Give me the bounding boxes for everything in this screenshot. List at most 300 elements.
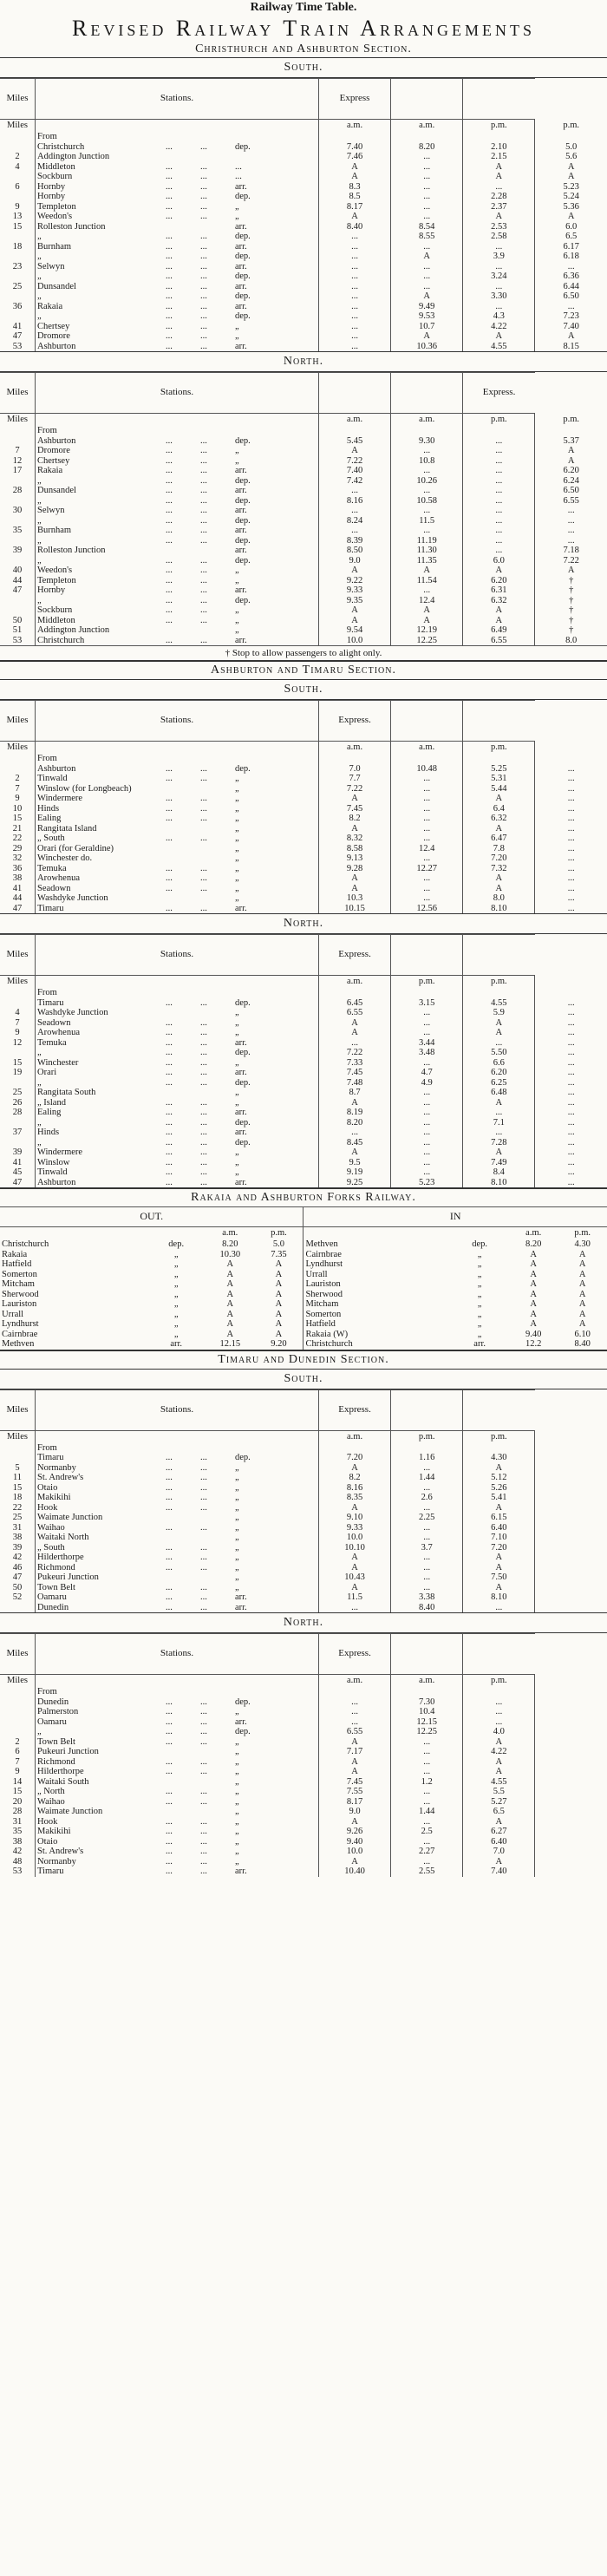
station-action: dep. — [235, 1727, 251, 1736]
time-cell: ... — [463, 262, 535, 272]
table-row — [0, 1279, 607, 1290]
time-cell: 6.47 — [463, 834, 535, 844]
station-filler: ... — [200, 506, 207, 515]
meridian-cell: a.m. — [525, 1228, 542, 1239]
station-action — [235, 1687, 278, 1697]
meridian-cell: p.m. — [391, 1430, 463, 1443]
time-cell: A — [463, 212, 535, 222]
station-filler: ... — [166, 331, 173, 341]
station-name: From — [37, 1442, 57, 1453]
station-filler: ... — [166, 232, 173, 241]
table-row — [0, 1158, 607, 1168]
station-filler: ... — [166, 1582, 173, 1592]
station-filler: ... — [166, 774, 173, 783]
station-filler: ... — [166, 466, 173, 475]
time-cell: ... — [463, 456, 535, 467]
time-cell — [535, 1837, 607, 1847]
station-cell — [36, 142, 319, 153]
time-cell: 9.40 — [319, 1837, 391, 1847]
time-cell — [391, 1443, 463, 1454]
station-name: „ South — [37, 834, 65, 843]
station-filler — [200, 1777, 235, 1788]
station-cell — [36, 1563, 319, 1573]
station-filler: ... — [200, 435, 207, 446]
station-line — [37, 804, 317, 814]
time-cell — [535, 1867, 607, 1877]
station-cell — [36, 496, 319, 507]
station-action — [235, 132, 278, 142]
time-cell: 7.22 — [319, 1048, 391, 1058]
station-action: dep. — [235, 535, 251, 546]
section-title: Timaru and Dunedin Section. — [0, 1350, 607, 1369]
time-cell — [319, 988, 391, 998]
table-row — [0, 302, 607, 312]
station-filler: ... — [166, 495, 173, 506]
station-line — [37, 436, 317, 447]
station-line — [37, 1697, 317, 1708]
time-cell: 1.2 — [391, 1777, 463, 1788]
time-cell: 6.25 — [463, 1078, 535, 1089]
time-cell: 12.27 — [391, 864, 463, 874]
station-name: St. Andrew's — [37, 1473, 84, 1482]
time-cell: ... — [463, 1697, 535, 1708]
table-row — [0, 904, 607, 914]
station-filler: ... — [200, 1108, 207, 1117]
time-cell: 8.40 — [574, 1339, 591, 1349]
station-name: Rolleston Junction — [37, 221, 106, 232]
banner-heading: Revised Railway Train Arrangements — [72, 16, 535, 41]
time-cell — [535, 1563, 607, 1573]
time-cell — [319, 754, 391, 764]
time-cell: ... — [391, 212, 463, 222]
miles-cell: 15 — [0, 1483, 36, 1494]
time-cell: 6.0 — [565, 221, 578, 232]
time-cell: ... — [463, 516, 535, 526]
station-filler: ... — [200, 615, 207, 625]
station-name: Ashburton — [37, 435, 76, 446]
time-cell — [535, 1463, 607, 1474]
time-cell: 6.20 — [463, 1068, 535, 1078]
station-line — [37, 1603, 317, 1613]
station-cell — [36, 526, 319, 536]
station-action: „ — [235, 1542, 239, 1553]
time-cell: A — [254, 1319, 303, 1330]
time-cell: 6.45 — [319, 998, 391, 1009]
station-filler: ... — [166, 341, 173, 351]
station-line — [37, 844, 317, 854]
time-cell — [535, 1707, 607, 1717]
station-filler: ... — [200, 1453, 207, 1462]
time-cell: 3.38 — [391, 1592, 463, 1603]
table-row — [0, 1463, 607, 1474]
station-filler: ... — [166, 201, 173, 212]
time-cell: 6.50 — [563, 291, 579, 301]
station-action: dep. — [235, 495, 251, 506]
time-cell — [535, 1797, 607, 1808]
time-cell: A — [463, 172, 535, 182]
station-action: arr. — [235, 506, 247, 515]
time-cell: A — [463, 1857, 535, 1867]
station-filler: ... — [200, 232, 207, 241]
time-cell — [535, 1747, 607, 1757]
time-cell: A — [226, 1269, 234, 1279]
time-cell: 10.0 — [319, 1847, 391, 1857]
station-filler — [200, 824, 235, 834]
time-cell: 2.5 — [391, 1827, 463, 1837]
station-name: „ — [37, 271, 42, 281]
table-row — [0, 331, 607, 342]
time-cell: 8.50 — [319, 546, 391, 556]
station-action: arr. — [235, 261, 247, 271]
time-cell: 8.20 — [391, 142, 463, 153]
time-cell: „ — [173, 1289, 179, 1299]
station-line — [37, 252, 317, 262]
meridian-cell — [36, 742, 319, 755]
miles-cell: 7 — [0, 1757, 36, 1768]
time-cell: ... — [567, 883, 575, 893]
time-cell: ... — [567, 1097, 575, 1108]
station-action: „ — [235, 1088, 239, 1097]
time-cell — [391, 988, 463, 998]
time-cell: 9.33 — [319, 1523, 391, 1533]
table-row — [0, 1167, 607, 1178]
station-filler: ... — [166, 271, 173, 281]
time-cell: ... — [391, 1128, 463, 1138]
station-name: „ — [37, 535, 42, 546]
station-name: From — [37, 754, 57, 763]
station-cell — [36, 162, 319, 173]
header-cell: Stations. — [36, 701, 319, 742]
miles-cell: 6 — [0, 1747, 36, 1757]
time-cell: ... — [319, 1707, 391, 1717]
time-cell: ... — [463, 436, 535, 447]
page-title: Railway Time Table. — [250, 1, 357, 14]
time-cell: ... — [391, 824, 463, 834]
time-cell: ... — [391, 1583, 463, 1593]
station-line — [37, 1108, 317, 1118]
table-row — [0, 282, 607, 292]
time-cell: 6.40 — [463, 1837, 535, 1847]
station-line — [37, 1592, 317, 1603]
time-cell: 9.0 — [319, 1807, 391, 1817]
time-cell: 6.44 — [563, 281, 579, 291]
time-cell: ... — [391, 1018, 463, 1029]
header-cell — [463, 701, 535, 742]
time-cell: 8.4 — [463, 1167, 535, 1178]
time-cell: A — [391, 331, 463, 342]
station-cell — [36, 202, 319, 212]
meridian-cell — [147, 1227, 206, 1240]
station-cell — [36, 426, 319, 436]
station-filler — [166, 1777, 200, 1788]
miles-cell: 53 — [0, 1867, 36, 1877]
header-cell: Express. — [319, 1634, 391, 1675]
time-cell: A — [226, 1329, 234, 1339]
station-cell — [36, 1167, 319, 1178]
time-cell: A — [463, 873, 535, 884]
time-cell: 4.30 — [574, 1239, 591, 1249]
time-cell — [535, 1787, 607, 1797]
station-filler: ... — [166, 1462, 173, 1473]
station-filler — [200, 132, 235, 142]
meridian-cell: p.m. — [463, 120, 535, 133]
station-filler: ... — [166, 435, 173, 446]
station-name: Oamaru — [37, 1592, 67, 1602]
station-action: „ — [235, 1473, 239, 1482]
time-cell: 7.45 — [319, 804, 391, 814]
time-cell: A — [254, 1299, 303, 1310]
station-action: arr. — [235, 1037, 247, 1048]
station-action: „ — [235, 1533, 239, 1542]
table-row — [0, 625, 607, 636]
station-filler: ... — [200, 555, 207, 566]
station-filler: ... — [166, 883, 173, 893]
station-filler — [200, 625, 235, 636]
station-filler — [166, 844, 200, 854]
time-cell: ... — [567, 997, 575, 1008]
table-row — [0, 764, 607, 775]
time-cell: 6.49 — [463, 625, 535, 636]
direction-heading: South. — [0, 1369, 607, 1389]
station-action: arr. — [235, 221, 247, 232]
station-name: Urrall — [305, 1269, 328, 1279]
station-name: Mitcham — [2, 1279, 35, 1289]
station-name: Winslow — [37, 1157, 70, 1167]
table-row — [0, 1847, 607, 1857]
table-row — [0, 794, 607, 804]
time-cell: A — [530, 1259, 538, 1269]
time-cell: 9.0 — [319, 556, 391, 566]
station-filler: ... — [166, 261, 173, 271]
station-line — [37, 754, 317, 764]
time-cell: A — [319, 1553, 391, 1563]
time-cell: A — [319, 1757, 391, 1768]
table-row — [0, 576, 607, 586]
miles-cell — [0, 476, 36, 487]
header-cell — [391, 935, 463, 976]
station-filler: ... — [200, 1057, 207, 1068]
time-cell: 9.30 — [391, 436, 463, 447]
time-cell: ... — [391, 1837, 463, 1847]
station-action: „ — [235, 774, 239, 783]
station-action: „ — [235, 783, 239, 794]
table-row — [0, 426, 607, 436]
time-cell: A — [463, 1463, 535, 1474]
time-cell: ... — [463, 466, 535, 476]
station-line — [37, 1453, 317, 1463]
time-cell: 9.33 — [319, 585, 391, 596]
station-line — [37, 172, 317, 182]
time-cell: ... — [567, 834, 575, 843]
table-row — [0, 784, 607, 794]
meridian-row — [0, 742, 607, 755]
station-filler: ... — [200, 1017, 207, 1028]
time-cell: 6.6 — [463, 1058, 535, 1069]
station-filler: ... — [200, 566, 207, 575]
station-action: arr. — [235, 1177, 247, 1187]
time-cell: A — [391, 605, 463, 616]
miles-cell — [0, 1707, 36, 1717]
time-cell: A — [578, 1319, 586, 1329]
meridian-cell: Miles — [0, 1675, 36, 1688]
time-cell: 6.31 — [463, 585, 535, 596]
table-row — [0, 605, 607, 616]
station-name: Dunedin — [37, 1697, 69, 1707]
station-filler: ... — [200, 341, 207, 351]
table-row — [0, 1572, 607, 1583]
station-action: arr. — [235, 466, 247, 475]
table-row — [0, 536, 607, 546]
table-row — [0, 182, 607, 193]
miles-cell: 37 — [0, 1128, 36, 1138]
miles-cell: 40 — [0, 566, 36, 576]
time-cell — [463, 988, 535, 998]
station-name: Timaru — [37, 997, 64, 1008]
station-name: „ — [37, 1727, 42, 1736]
time-cell: „ — [477, 1269, 482, 1279]
miles-cell — [0, 132, 36, 142]
time-cell: ... — [567, 763, 575, 774]
time-cell: „ — [477, 1289, 482, 1299]
time-cell: 8.16 — [319, 496, 391, 507]
station-line — [37, 1493, 317, 1503]
station-action: „ — [235, 1502, 239, 1513]
station-action — [235, 988, 278, 998]
time-cell — [535, 132, 607, 142]
time-cell: „ — [173, 1299, 179, 1309]
time-cell: 8.17 — [319, 1797, 391, 1808]
station-name: Cairnbrae — [305, 1249, 342, 1259]
miles-cell — [0, 1453, 36, 1463]
time-cell: A — [226, 1299, 234, 1309]
station-action: dep. — [235, 141, 251, 152]
station-filler: ... — [166, 863, 173, 873]
station-filler: ... — [200, 271, 207, 281]
station-cell — [36, 242, 319, 252]
time-cell: 8.2 — [319, 1473, 391, 1483]
miles-cell: 19 — [0, 1068, 36, 1078]
station-action: „ — [235, 331, 239, 341]
miles-cell — [0, 596, 36, 606]
station-action: „ — [235, 803, 239, 814]
meridian-cell: a.m. — [319, 742, 391, 755]
time-cell: 10.7 — [391, 322, 463, 332]
station-name: Burnham — [37, 526, 72, 535]
table-row — [0, 1543, 607, 1553]
station-line — [37, 1583, 317, 1593]
time-cell — [535, 988, 607, 998]
station-filler: ... — [200, 446, 207, 455]
time-cell: ... — [391, 853, 463, 864]
station-cell — [36, 1128, 319, 1138]
table-row — [0, 1259, 607, 1270]
station-cell — [36, 556, 319, 566]
station-cell — [36, 456, 319, 467]
station-filler — [200, 152, 235, 162]
time-cell: A — [567, 566, 575, 575]
table-row — [0, 1777, 607, 1788]
header-cell: Express. — [319, 701, 391, 742]
miles-cell — [0, 1717, 36, 1728]
time-cell: 1.44 — [391, 1807, 463, 1817]
time-cell: A — [463, 1737, 535, 1748]
time-cell: ... — [391, 893, 463, 904]
table-row — [0, 476, 607, 487]
station-name: Pukeuri Junction — [37, 1747, 99, 1756]
meridian-cell: Miles — [0, 414, 36, 427]
meridian-cell: p.m. — [463, 1675, 535, 1688]
station-filler — [200, 893, 235, 904]
table-row — [0, 1867, 607, 1877]
time-cell: ... — [463, 526, 535, 536]
station-filler: ... — [200, 1836, 207, 1847]
miles-cell — [0, 1443, 36, 1454]
station-filler: ... — [200, 997, 207, 1008]
table-row — [0, 1737, 607, 1748]
station-line — [37, 466, 317, 476]
station-cell — [36, 1553, 319, 1563]
station-filler: ... — [166, 212, 173, 221]
station-action: dep. — [235, 1077, 251, 1088]
time-cell: ... — [391, 1088, 463, 1098]
station-filler — [200, 1088, 235, 1098]
time-cell: 3.7 — [391, 1543, 463, 1553]
miles-cell: 39 — [0, 1147, 36, 1158]
station-filler — [200, 1443, 235, 1454]
time-cell: A — [254, 1290, 303, 1300]
miles-cell — [0, 1118, 36, 1128]
time-cell: 4.22 — [463, 322, 535, 332]
station-line — [37, 516, 317, 526]
station-line — [37, 546, 317, 556]
station-line — [37, 476, 317, 487]
time-cell: ... — [391, 1817, 463, 1827]
time-cell: 8.35 — [319, 1493, 391, 1503]
station-name: Orari (for Geraldine) — [37, 843, 114, 853]
meridian-cell: p.m. — [563, 415, 580, 424]
station-filler: ... — [200, 201, 207, 212]
station-name: Addington Junction — [37, 625, 110, 635]
station-action: „ — [235, 575, 239, 585]
station-line — [37, 1138, 317, 1148]
station-cell — [36, 1178, 319, 1188]
table-row — [0, 446, 607, 456]
time-cell: 1.16 — [391, 1453, 463, 1463]
station-line — [37, 1038, 317, 1049]
time-cell: ... — [567, 873, 575, 883]
time-cell: A — [319, 1018, 391, 1029]
time-cell: 9.20 — [254, 1339, 303, 1350]
station-filler: ... — [166, 1057, 173, 1068]
time-cell: 5.27 — [463, 1797, 535, 1808]
station-name: Waimate Junction — [37, 1807, 103, 1816]
time-cell: 10.3 — [319, 893, 391, 904]
miles-cell: 18 — [0, 1493, 36, 1503]
time-cell: 8.0 — [565, 635, 578, 645]
station-filler: ... — [166, 506, 173, 515]
meridian-cell: a.m. — [319, 1430, 391, 1443]
meridian-cell: Miles — [0, 976, 36, 989]
station-name: Hatfield — [2, 1259, 32, 1269]
miles-cell — [0, 426, 36, 436]
station-action: „ — [235, 1756, 239, 1767]
miles-cell: 12 — [0, 1038, 36, 1049]
time-cell — [535, 1727, 607, 1737]
meridian-cell: Miles — [0, 1430, 36, 1443]
time-cell: 11.5 — [391, 516, 463, 526]
station-name: Richmond — [37, 1562, 75, 1572]
station-action: dep. — [235, 997, 251, 1008]
